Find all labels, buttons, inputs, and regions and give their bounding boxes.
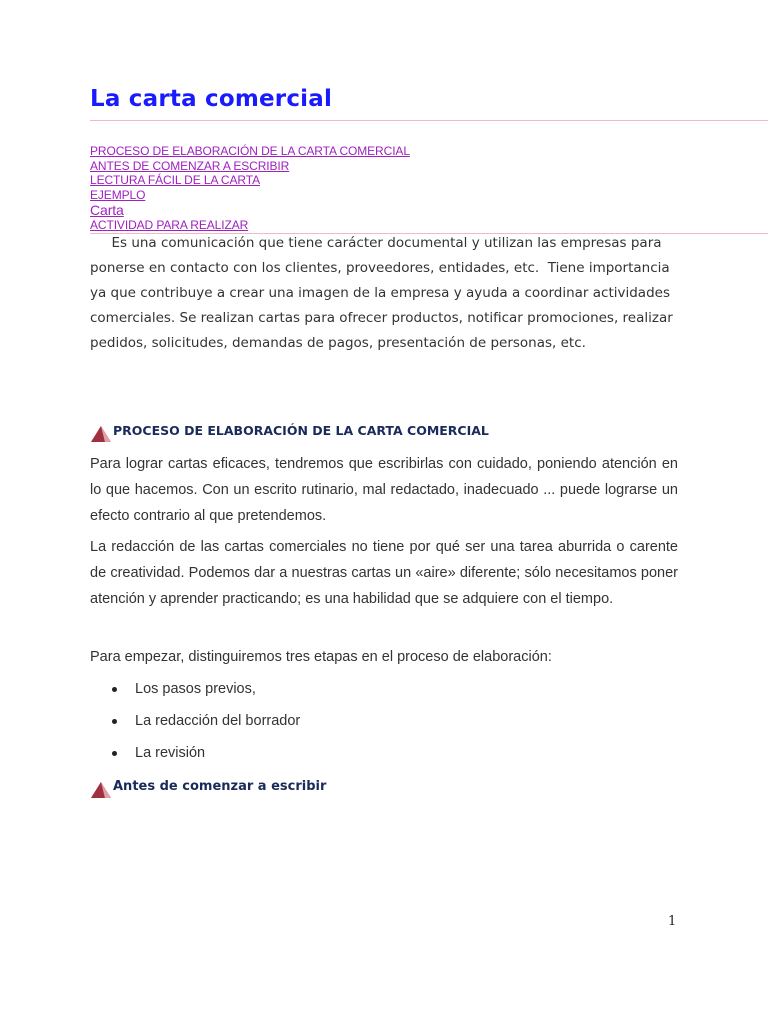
list-item: [112, 708, 300, 740]
table-of-contents: [90, 144, 410, 233]
intro-paragraph: Es una comunicación que tiene carácter documental y utilizan las empresas para ponerse en contacto con los clientes, proveedores, entidades, etc. Tiene importancia ya que contribuye a crear una imagen de la empresa y ayuda a coordinar actividades comerciales. Se realizan cartas para ofrecer productos, notificar promociones, realizar pedidos, solicitudes, demandas de pagos, presentación de personas, etc.: [90, 235, 678, 351]
bullet-icon: [112, 719, 117, 724]
section-heading-text: PROCESO DE ELABORACIÓN DE LA CARTA COMERCIAL: [113, 422, 489, 438]
toc-link-antes[interactable]: ANTES DE COMENZAR A ESCRIBIR: [90, 158, 290, 173]
bullet-icon: [112, 687, 117, 692]
triangle-icon: [90, 777, 112, 795]
list-item: [112, 740, 300, 772]
stages-list: [112, 676, 300, 772]
bullet-icon: [112, 751, 117, 756]
toc-link-ejemplo[interactable]: EJEMPLO: [90, 187, 146, 202]
list-item-text: La redacción del borrador: [135, 713, 301, 729]
list-item: [112, 676, 300, 708]
page-title: La carta comercial: [90, 86, 333, 112]
toc-link-proceso[interactable]: PROCESO DE ELABORACIÓN DE LA CARTA COMERCIAL: [90, 144, 410, 158]
page-number: 1: [668, 914, 677, 929]
section-heading-antes: [90, 777, 326, 795]
triangle-icon: [90, 421, 112, 439]
toc-link-carta[interactable]: Carta: [90, 202, 124, 218]
paragraph-3: Para empezar, distinguiremos tres etapas en el proceso de elaboración:: [90, 649, 552, 665]
section-heading-proceso: [90, 421, 489, 439]
paragraph-1: Para lograr cartas eficaces, tendremos que escribirlas con cuidado, poniendo atención en lo que hacemos. Con un escrito rutinario, mal redactado, inadecuado ... puede lograrse un efecto contrario al que pretendemos.: [90, 456, 678, 524]
section-heading-text: Antes de comenzar a escribir: [113, 778, 327, 794]
title-divider: [90, 120, 768, 121]
toc-link-lectura[interactable]: LECTURA FÁCIL DE LA CARTA: [90, 173, 260, 187]
list-item-text: La revisión: [135, 745, 206, 761]
paragraph-2: La redacción de las cartas comerciales no tiene por qué ser una tarea aburrida o carente de creatividad. Podemos dar a nuestras cartas un «aire» diferente; sólo necesitamos poner atención y aprender practicando; es una habilidad que se adquiere con el tiempo.: [90, 539, 678, 607]
list-item-text: Los pasos previos,: [135, 681, 256, 697]
toc-link-actividad[interactable]: ACTIVIDAD PARA REALIZAR: [90, 218, 249, 232]
